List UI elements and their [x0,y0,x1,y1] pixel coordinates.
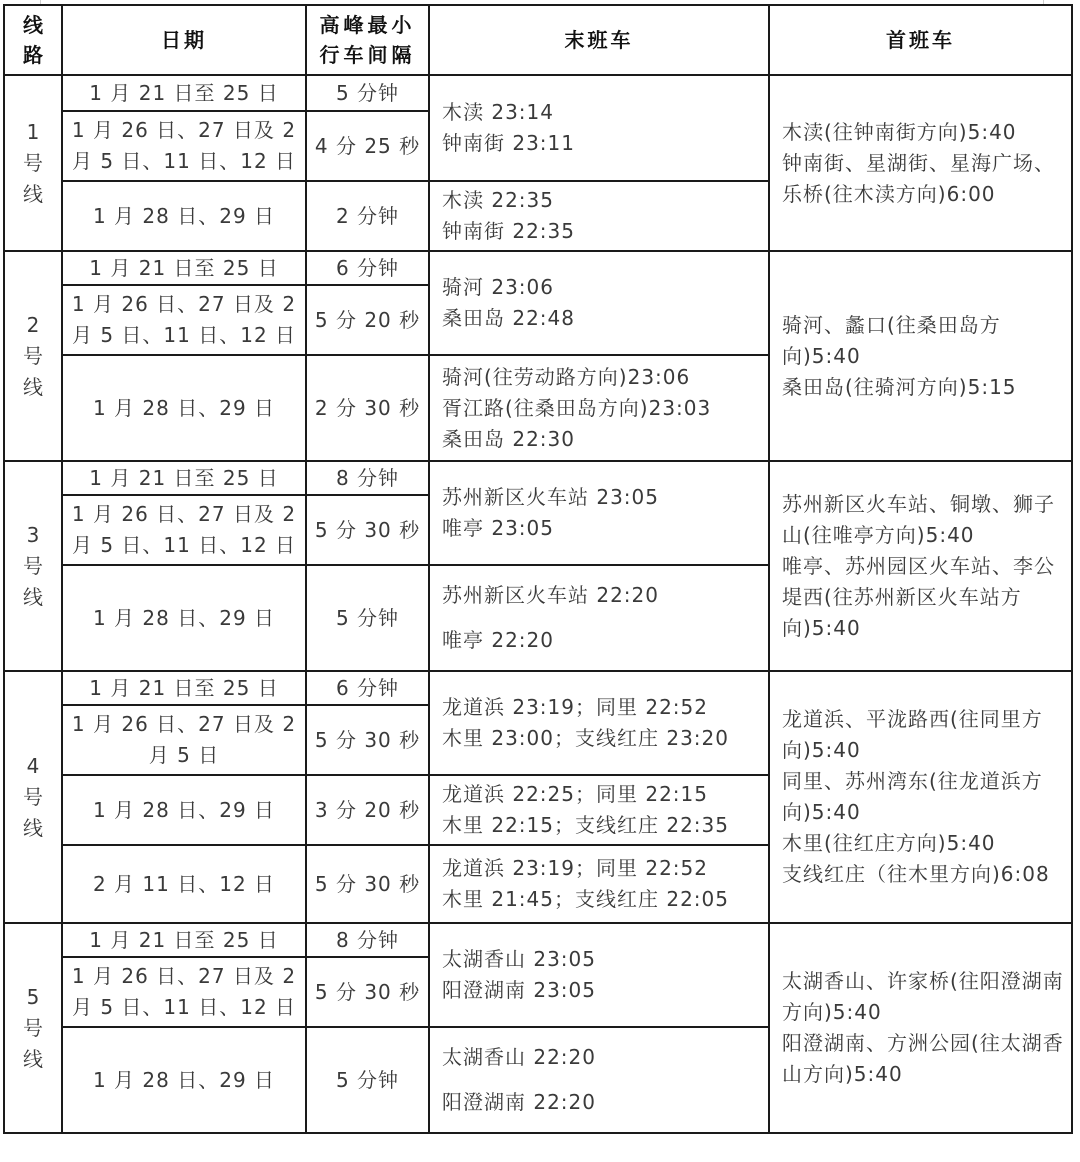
last-train-cell [429,923,769,1027]
line-name-char: 号 [23,553,43,578]
first-train-text: 苏州新区火车站、铜墩、狮子山(往唯亭方向)5:40 [782,491,1055,547]
last-train-text: 苏州新区火车站 22:20 [442,583,659,607]
interval-cell: 4 分 25 秒 [306,111,429,181]
first-train-text: 阳澄湖南、方洲公园(往太湖香山方向)5:40 [782,1031,1064,1086]
last-train-text: 桑田岛 22:30 [442,426,575,451]
interval-cell: 6 分钟 [306,251,429,285]
last-train-text: 木里 23:00；支线红庄 23:20 [442,726,729,750]
last-train-text: 钟南街 23:11 [442,131,575,155]
line-name-char: 线 [23,815,43,840]
interval-cell: 5 分 20 秒 [306,285,429,355]
date-cell [62,671,306,705]
line-name-char: 4 [26,753,40,778]
last-train-cell [429,845,769,923]
line-name-char: 号 [23,1015,43,1040]
interval-cell: 8 分钟 [306,923,429,957]
last-train-cell [429,1027,769,1133]
last-train-text: 龙道浜 22:25；同里 22:15 [442,782,708,806]
line-name-char: 号 [23,150,43,175]
date-text: 月 5 日、11 日、12 日 [71,995,297,1019]
last-train-cell [429,671,769,775]
date-cell [62,75,306,111]
date-cell [62,111,306,181]
line-name-char: 线 [23,1046,43,1071]
line-name-char: 号 [23,784,43,809]
date-text: 1 月 28 日、29 日 [92,797,276,822]
last-train-text: 龙道浜 23:19；同里 22:52 [442,856,708,880]
interval-cell: 2 分 30 秒 [306,355,429,461]
last-train-cell [429,251,769,355]
metro-schedule-table [3,4,1073,1134]
last-train-text: 骑河(往劳动路方向)23:06 [442,364,691,389]
date-text: 1 月 28 日、29 日 [92,605,276,630]
first-train-text: 钟南街、星湖街、星海广场、乐桥(往木渎方向)6:00 [782,150,1055,206]
date-cell [62,923,306,957]
first-train-cell [769,251,1072,461]
schedule-row [4,75,1072,111]
header-line-text-1: 线 [23,13,43,37]
date-cell [62,957,306,1027]
last-train-cell [429,75,769,181]
interval-cell: 3 分 20 秒 [306,775,429,845]
line-name-char: 1 [26,119,40,144]
date-text: 1 月 26 日、27 日及 2 [71,292,297,316]
date-text: 月 5 日、11 日、12 日 [71,149,297,173]
first-train-text: 木渎(往钟南街方向)5:40 [782,119,1017,144]
last-train-text: 苏州新区火车站 23:05 [442,485,659,509]
date-text: 1 月 21 日至 25 日 [89,927,279,952]
date-cell [62,845,306,923]
first-train-text: 骑河、蠡口(往桑田岛方向)5:40 [782,312,1001,368]
last-train-text: 木里 22:15；支线红庄 22:35 [442,813,729,837]
interval-cell: 5 分 30 秒 [306,495,429,565]
date-text: 1 月 26 日、27 日及 2 [71,712,297,736]
last-train-text: 阳澄湖南 23:05 [442,978,596,1002]
first-train-text: 唯亭、苏州园区火车站、李公堤西(往苏州新区火车站方向)5:40 [782,553,1055,640]
last-train-text: 桑田岛 22:48 [442,306,575,330]
last-train-cell [429,461,769,565]
line-name-char: 线 [23,374,43,399]
header-line [4,5,62,75]
schedule-row [4,671,1072,705]
first-train-text: 支线红庄（往木里方向)6:08 [782,862,1050,886]
date-text: 1 月 21 日至 25 日 [89,80,279,105]
first-train-text: 龙道浜、平泷路西(往同里方向)5:40 [782,707,1043,762]
last-train-text: 阳澄湖南 22:20 [442,1090,596,1114]
interval-cell: 5 分 30 秒 [306,705,429,775]
last-train-text: 木渎 22:35 [442,188,554,212]
header-interval-text-1: 高峰最小 [319,13,416,37]
first-train-cell [769,671,1072,923]
date-cell [62,705,306,775]
date-cell [62,565,306,671]
date-text: 1 月 21 日至 25 日 [89,675,279,700]
first-train-text: 同里、苏州湾东(往龙道浜方向)5:40 [782,769,1043,824]
last-train-text: 太湖香山 23:05 [442,947,596,971]
first-train-cell [769,461,1072,671]
last-train-cell [429,181,769,251]
line-name-cell [4,923,62,1133]
line-name-char: 2 [26,312,40,337]
date-text: 1 月 21 日至 25 日 [89,465,279,490]
date-text: 1 月 28 日、29 日 [92,395,276,420]
first-train-cell [769,923,1072,1133]
line-name-cell [4,461,62,671]
last-train-text: 唯亭 22:20 [442,628,554,652]
last-train-text: 唯亭 23:05 [442,516,554,540]
header-interval-text-2: 行车间隔 [319,43,416,67]
last-train-text: 太湖香山 22:20 [442,1045,596,1069]
line-name-char: 线 [23,181,43,206]
interval-cell: 5 分 30 秒 [306,845,429,923]
line-name-cell [4,671,62,923]
line-name-cell [4,251,62,461]
header-row [4,5,1072,75]
date-cell [62,285,306,355]
header-last-train: 末班车 [429,5,769,75]
interval-cell: 5 分 30 秒 [306,957,429,1027]
date-cell [62,461,306,495]
header-first-train: 首班车 [769,5,1072,75]
date-text: 月 5 日、11 日、12 日 [71,533,297,557]
date-text: 1 月 26 日、27 日及 2 [71,964,297,988]
schedule-row [4,461,1072,495]
date-text: 1 月 21 日至 25 日 [89,255,279,280]
date-cell [62,251,306,285]
last-train-cell [429,355,769,461]
schedule-body [4,75,1072,1133]
date-cell [62,181,306,251]
last-train-cell [429,565,769,671]
interval-cell: 5 分钟 [306,75,429,111]
last-train-text: 骑河 23:06 [442,275,554,299]
schedule-row [4,923,1072,957]
interval-cell: 6 分钟 [306,671,429,705]
date-text: 1 月 28 日、29 日 [92,203,276,228]
date-text: 1 月 28 日、29 日 [92,1067,276,1092]
line-name-char: 3 [26,522,40,547]
last-train-text: 胥江路(往桑田岛方向)23:03 [442,395,712,420]
line-name-char: 5 [26,984,40,1009]
last-train-text: 龙道浜 23:19；同里 22:52 [442,695,708,719]
line-name-char: 号 [23,343,43,368]
interval-cell: 5 分钟 [306,1027,429,1133]
first-train-text: 木里(往红庄方向)5:40 [782,831,996,855]
header-interval [306,5,429,75]
header-date: 日期 [62,5,306,75]
interval-cell: 2 分钟 [306,181,429,251]
first-train-text: 桑田岛(往骑河方向)5:15 [782,374,1017,399]
first-train-cell [769,75,1072,251]
header-line-text-2: 路 [23,43,43,67]
date-cell [62,1027,306,1133]
last-train-text: 木里 21:45；支线红庄 22:05 [442,887,729,911]
date-text: 1 月 26 日、27 日及 2 [71,502,297,526]
interval-cell: 8 分钟 [306,461,429,495]
last-train-text: 木渎 23:14 [442,100,554,124]
date-text: 2 月 11 日、12 日 [92,871,276,896]
date-cell [62,355,306,461]
schedule-row [4,251,1072,285]
line-name-char: 线 [23,584,43,609]
date-text: 1 月 26 日、27 日及 2 [71,118,297,142]
date-text: 月 5 日、11 日、12 日 [71,323,297,347]
date-cell [62,495,306,565]
interval-cell: 5 分钟 [306,565,429,671]
date-cell [62,775,306,845]
first-train-text: 太湖香山、许家桥(往阳澄湖南方向)5:40 [782,969,1064,1024]
line-name-cell [4,75,62,251]
date-text: 月 5 日 [148,743,220,767]
last-train-text: 钟南街 22:35 [442,219,575,243]
last-train-cell [429,775,769,845]
